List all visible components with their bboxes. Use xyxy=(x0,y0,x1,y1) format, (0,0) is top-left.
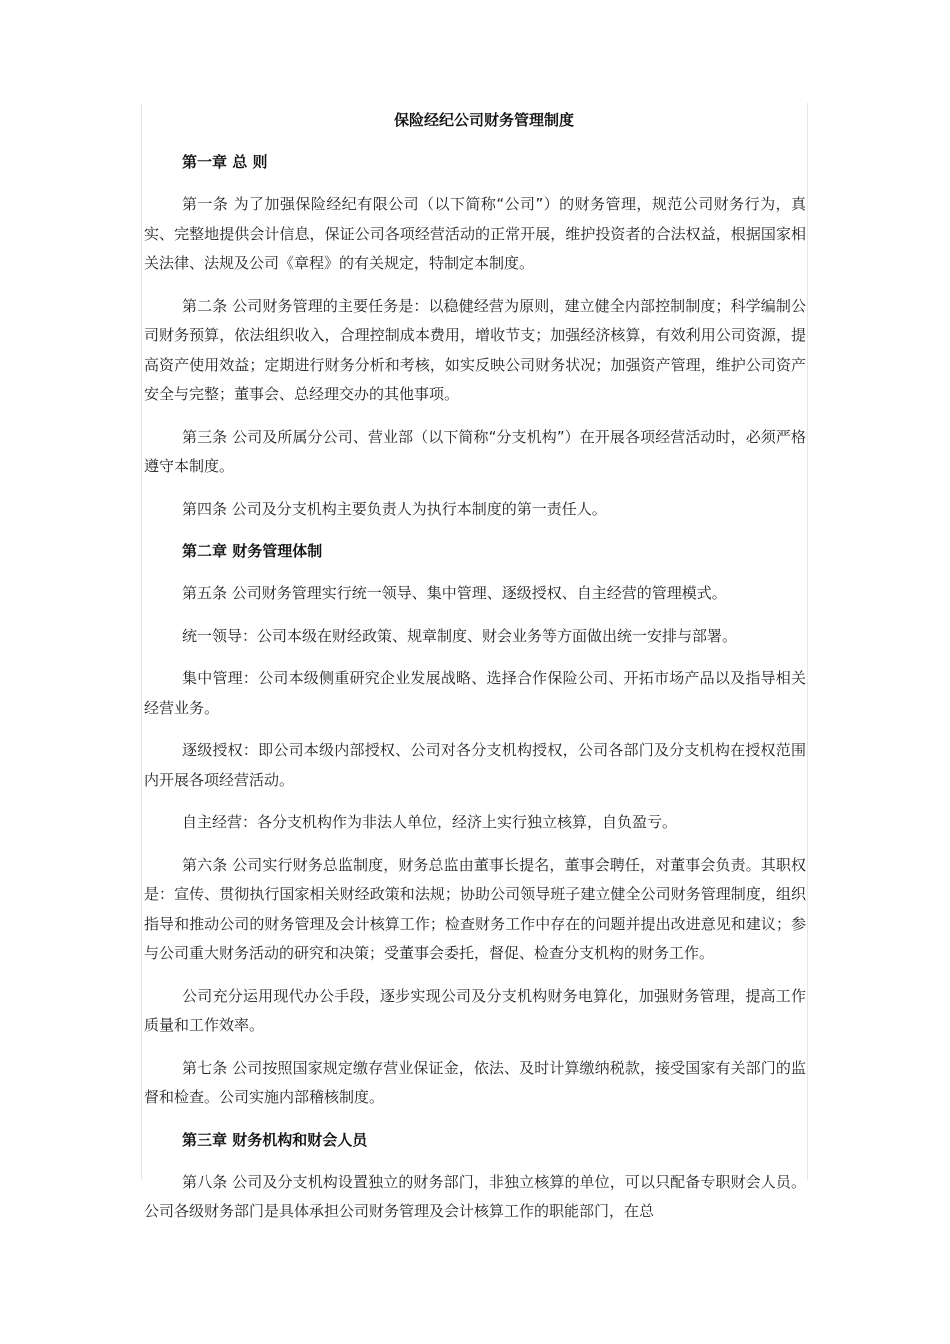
article-paragraph: 第三条 公司及所属分公司、营业部（以下简称“分支机构”）在开展各项经营活动时，必须严格遵守本制度。 xyxy=(144,427,806,475)
article-paragraph: 第四条 公司及分支机构主要负责人为执行本制度的第一责任人。 xyxy=(182,499,607,518)
chapter-heading: 第三章 财务机构和财会人员 xyxy=(182,1130,368,1149)
chapter-heading: 第一章 总 则 xyxy=(182,153,268,171)
article-paragraph: 第六条 公司实行财务总监制度，财务总监由董事长提名，董事会聘任，对董事会负责。其职权是：宣传、贯彻执行国家相关财经政策和法规；协助公司领导班子建立健全公司财务管理制度，组织指导和推动公司的财务管理及会计核算工作；检查财务工作中存在的问题并提出改进意见和建议；参与公司重大财务活动的研究和决策；受董事会委托，督促、检查分支机构的财务工作。 xyxy=(144,855,806,962)
chapter-heading: 第二章 财务管理体制 xyxy=(182,542,323,560)
article-paragraph: 公司充分运用现代办公手段，逐步实现公司及分支机构财务电算化，加强财务管理，提高工作质量和工作效率。 xyxy=(144,986,806,1034)
article-paragraph: 第二条 公司财务管理的主要任务是：以稳健经营为原则，建立健全内部控制制度；科学编制公司财务预算，依法组织收入，合理控制成本费用，增收节支；加强经济核算，有效利用公司资源，提高资产使用效益；定期进行财务分析和考核，如实反映公司财务状况；加强资产管理，维护公司资产安全与完整；董事会、总经理交办的其他事项。 xyxy=(144,296,806,403)
article-paragraph: 第五条 公司财务管理实行统一领导、集中管理、逐级授权、自主经营的管理模式。 xyxy=(182,584,727,602)
article-paragraph: 统一领导：公司本级在财经政策、规章制度、财会业务等方面做出统一安排与部署。 xyxy=(182,626,738,645)
document-title: 保险经纪公司财务管理制度 xyxy=(394,111,575,129)
article-paragraph: 自主经营：各分支机构作为非法人单位，经济上实行独立核算，自负盈亏。 xyxy=(182,813,678,831)
article-paragraph: 第一条 为了加强保险经纪有限公司（以下简称“公司”）的财务管理，规范公司财务行为，真实、完整地提供会计信息，保证公司各项经营活动的正常开展，维护投资者的合法权益，根据国家相关法律、法规及公司《章程》的有关规定，特制定本制度。 xyxy=(144,195,806,272)
article-paragraph: 第八条 公司及分支机构设置独立的财务部门，非独立核算的单位，可以只配备专职财会人员。公司各级财务部门是具体承担公司财务管理及会计核算工作的职能部门，在总 xyxy=(144,1172,806,1220)
document-body xyxy=(144,106,806,1240)
article-paragraph: 第七条 公司按照国家规定缴存营业保证金，依法、及时计算缴纳税款，接受国家有关部门的监督和检查。公司实施内部稽核制度。 xyxy=(144,1058,806,1106)
article-paragraph: 逐级授权：即公司本级内部授权、公司对各分支机构授权，公司各部门及分支机构在授权范围内开展各项经营活动。 xyxy=(144,741,806,789)
article-paragraph: 集中管理：公司本级侧重研究企业发展战略、选择合作保险公司、开拓市场产品以及指导相关经营业务。 xyxy=(144,669,806,717)
